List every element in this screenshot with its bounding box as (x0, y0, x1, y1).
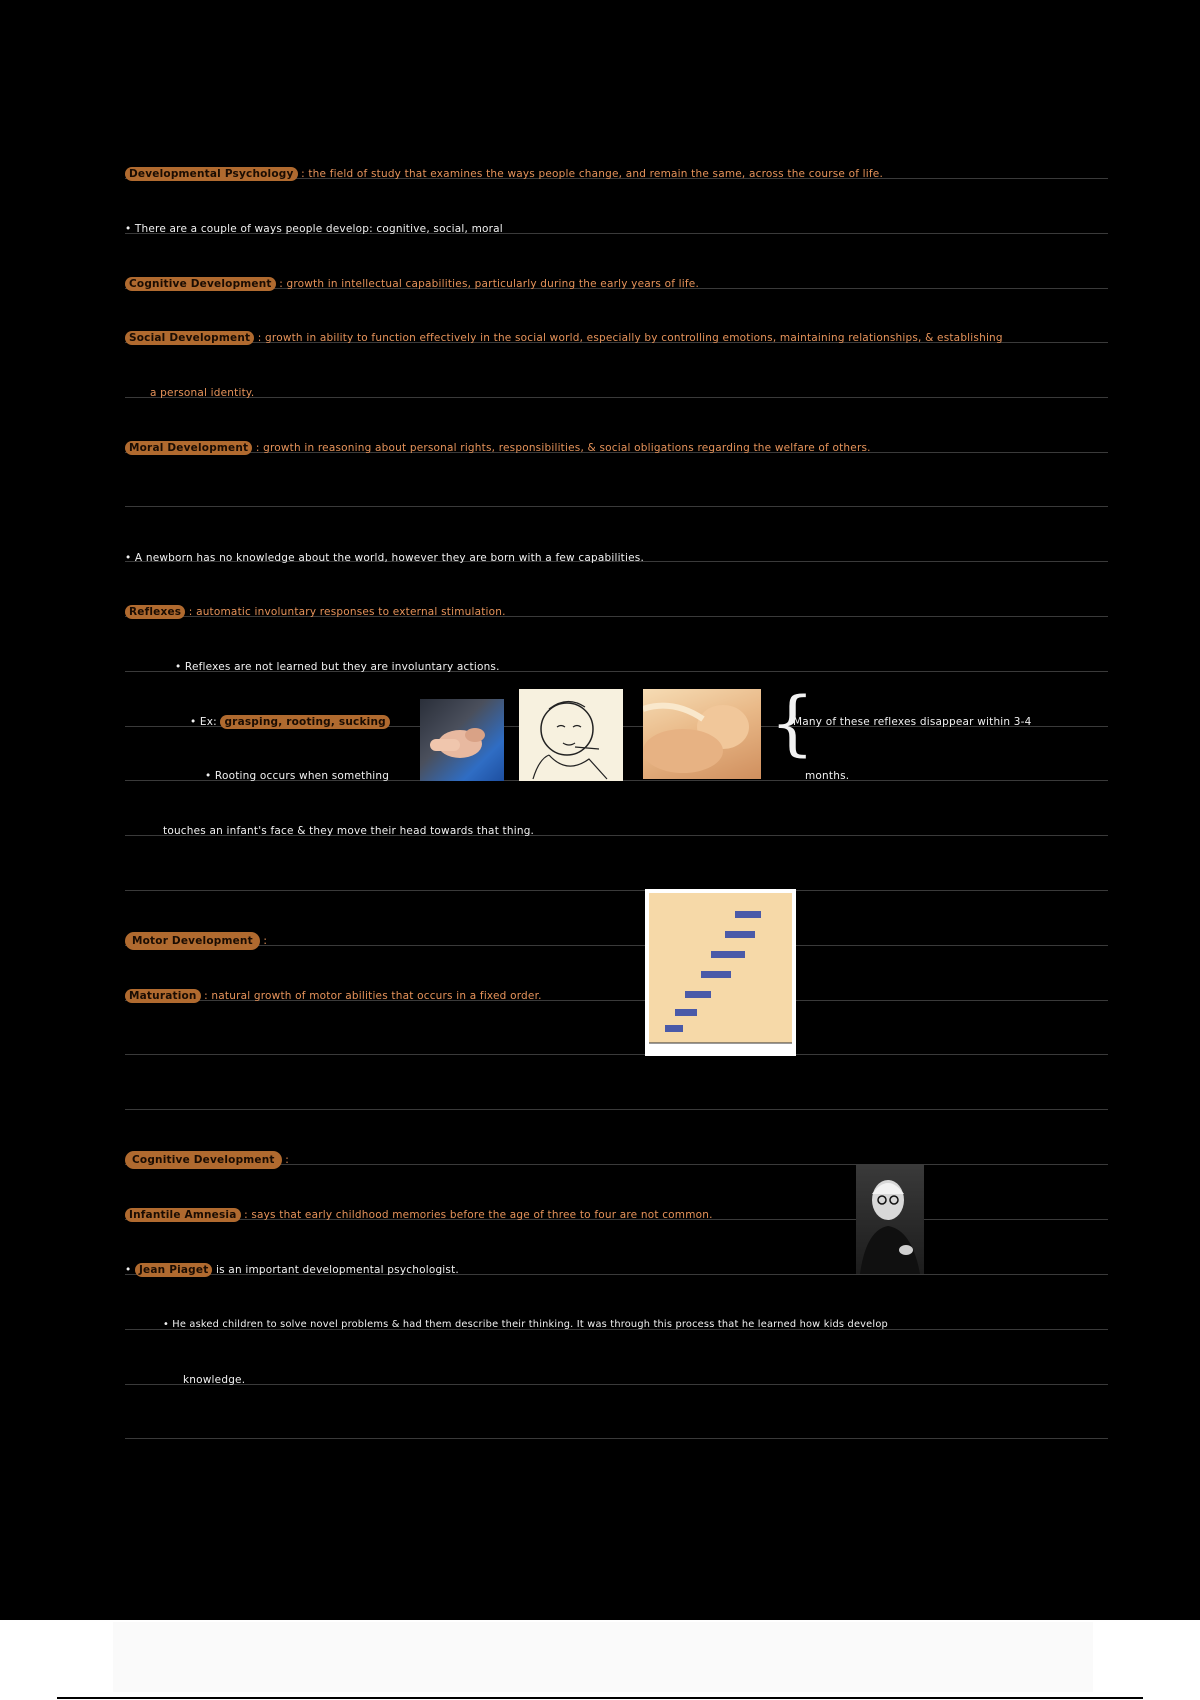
term-highlight: Maturation (125, 989, 201, 1003)
name-highlight: Jean Piaget (135, 1263, 212, 1277)
bullet-reflexes-note: • Reflexes are not learned but they are involuntary actions. (175, 661, 500, 673)
term-highlight: Social Development (125, 331, 254, 345)
example-prefix: • Ex: (190, 716, 217, 728)
definition-text: : natural growth of motor abilities that occurs in a fixed order. (204, 990, 542, 1002)
term-highlight: Infantile Amnesia (125, 1208, 241, 1222)
definition-reflexes (125, 605, 506, 619)
piaget-method-continued: knowledge. (183, 1374, 246, 1386)
definition-text: : growth in reasoning about personal rights, responsibilities, & social obligations regarding the welfare of others. (255, 442, 871, 454)
grasping-reflex-photo (420, 699, 504, 781)
heading-colon: : (263, 935, 268, 947)
section-heading-highlight: Motor Development (125, 932, 260, 950)
section-heading-highlight: Cognitive Development (125, 1151, 282, 1169)
heading-colon: : (285, 1154, 289, 1166)
milestone-chart-icon (645, 889, 796, 1056)
bullet-piaget-method: • He asked children to solve novel problems & had them describe their thinking. It was through this process that he learned how kids develop (163, 1319, 888, 1330)
term-highlight: Cognitive Development (125, 277, 276, 291)
curly-brace-icon: { (770, 682, 815, 764)
ruled-line (125, 506, 1108, 507)
hand-grasp-icon (420, 699, 504, 781)
definition-social-development-continued: a personal identity. (150, 387, 255, 399)
cognitive-development-heading (125, 1153, 289, 1167)
definition-developmental-psychology (125, 167, 883, 181)
bullet-ways-develop: • There are a couple of ways people develop: cognitive, social, moral (125, 223, 503, 235)
portrait-icon (856, 1164, 924, 1274)
term-highlight: Moral Development (125, 441, 252, 455)
bullet-reflex-examples (190, 715, 390, 729)
ruled-line (125, 1109, 1108, 1110)
sucking-reflex-photo (643, 689, 761, 779)
term-highlight: Developmental Psychology (125, 167, 298, 181)
definition-infantile-amnesia (125, 1208, 713, 1222)
definition-moral-development (125, 441, 871, 455)
motor-milestones-chart (645, 889, 796, 1056)
piaget-portrait (856, 1164, 924, 1274)
reflexes-disappear-note-continued: months. (805, 770, 850, 782)
bullet-newborn: • A newborn has no knowledge about the world, however they are born with a few capabilities. (125, 552, 644, 564)
baby-photo-icon (643, 689, 761, 779)
ruled-line (125, 890, 1108, 891)
definition-maturation (125, 989, 542, 1003)
definition-social-development (125, 331, 1003, 345)
baby-sketch-icon (519, 689, 623, 781)
rooting-continued: touches an infant's face & they move their head towards that thing. (163, 825, 535, 837)
ruled-line (125, 397, 1108, 398)
bullet-piaget (125, 1263, 459, 1277)
bullet-rooting: • Rooting occurs when something (205, 770, 390, 782)
example-list-highlight: grasping, rooting, sucking (220, 715, 389, 729)
ruled-line (125, 1384, 1108, 1385)
ruled-line (125, 1054, 1108, 1055)
definition-text: : says that early childhood memories before the age of three to four are not common. (244, 1209, 713, 1221)
definition-cognitive-development (125, 277, 699, 291)
page-footer-area (113, 1622, 1093, 1692)
piaget-description: is an important developmental psychologist. (215, 1264, 459, 1276)
ruled-line (125, 1438, 1108, 1439)
term-highlight: Reflexes (125, 605, 185, 619)
definition-text: : the field of study that examines the ways people change, and remain the same, across the course of life. (301, 168, 883, 180)
page-bottom-divider (57, 1697, 1143, 1699)
ruled-line (125, 945, 1108, 946)
definition-text: : growth in intellectual capabilities, particularly during the early years of life. (279, 278, 699, 290)
definition-text: : growth in ability to function effectively in the social world, especially by controlling emotions, maintaining relationships, & establishing (257, 332, 1003, 344)
motor-development-heading (125, 934, 267, 948)
rooting-reflex-sketch (519, 689, 623, 781)
bullet-mark: • (125, 1264, 132, 1276)
reflexes-disappear-note: Many of these reflexes disappear within 3-4 (793, 716, 1032, 728)
definition-text: : automatic involuntary responses to external stimulation. (188, 606, 506, 618)
